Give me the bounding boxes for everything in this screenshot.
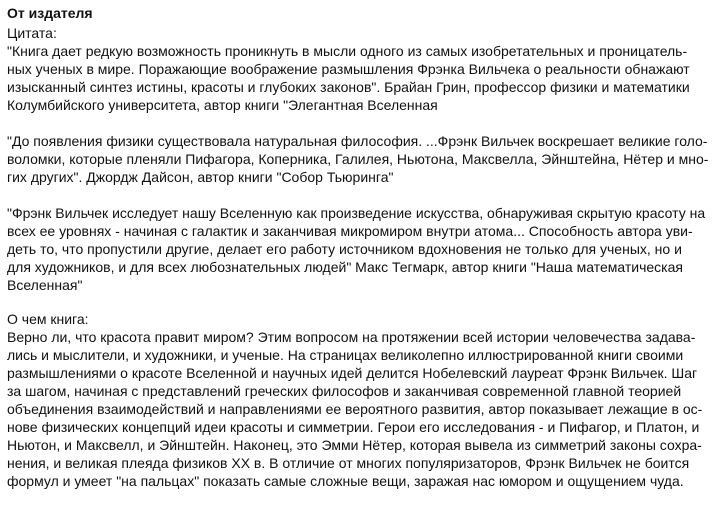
paragraph-gap — [7, 294, 722, 310]
about-label: О чем книга: — [7, 311, 89, 327]
text-line: для художников, и для всех любознательных людей" Макс Тегмарк, автор книги "Наша математическая — [7, 259, 683, 275]
text-line: "Фрэнк Вильчек исследует нашу Вселенную как произведение искусства, обнаруживая скрытую красоту на — [7, 205, 706, 221]
text-line: ных ученых в мире. Поражающие воображение размышления Фрэнка Вильчека о реальности обнажают — [7, 61, 690, 77]
text-line: нения, и великая плеяда физиков XX в. В отличие от многих популяризаторов, Фрэнк Вильчек не боится — [7, 455, 690, 471]
paragraph-gap — [7, 186, 722, 204]
text-line: объединения взаимодействий и направлениями ее вероятного развития, автор показывает лежащие в ос- — [7, 401, 703, 417]
text-line: формул и умеет "на пальцах" показать самые сложные вещи, заражая нас юмором и ощущением чуда. — [7, 473, 684, 489]
text-line: за шагом, начиная с представлений греческих философов и заканчивая современной главной теорией — [7, 383, 682, 399]
text-line: "Книга дает редкую возможность проникнуть в мысли одного из самых изобретательных и проницатель- — [7, 43, 688, 59]
about-text — [7, 328, 722, 490]
text-line: гих других". Джордж Дайсон, автор книги "Собор Тьюринга" — [7, 169, 394, 185]
text-line: размышлениями о красоте Вселенной и научных идей делится Нобелевский лауреат Фрэнк Вильчек. Шаг — [7, 365, 698, 381]
quote-dyson — [7, 132, 722, 186]
text-line: всех ее уровнях - начиная с галактик и заканчивая микромиром внутри атома... Способность автора уви- — [7, 223, 693, 239]
text-line: изысканный синтез истины, красоты и глубоких законов". Брайан Грин, профессор физики и математики — [7, 79, 690, 95]
text-line: Верно ли, что красота правит миром? Этим вопросом на протяжении всей истории человечества задава- — [7, 329, 696, 345]
quote-greene — [7, 42, 722, 114]
section-title: От издателя — [7, 5, 93, 21]
text-line: Ньютон, и Максвелл, и Эйнштейн. Наконец, это Эмми Нётер, которая вывела из симметрий законы сохра- — [7, 437, 702, 453]
quotes-label: Цитата: — [7, 25, 57, 41]
quote-tegmark — [7, 204, 722, 294]
text-line: "До появления физики существовала натуральная философия. ...Фрэнк Вильчек воскрешает великие голо- — [7, 133, 708, 149]
text-line: воломки, которые пленяли Пифагора, Коперника, Галилея, Ньютона, Максвелла, Эйнштейна, Нётер и мно- — [7, 151, 709, 167]
text-line: лись и мыслители, и художники, и ученые. На страницах великолепно иллюстрированной книги своими — [7, 347, 684, 363]
text-line: деть то, что пропустили другие, делает его работу источником вдохновения не только для ученых, но и — [7, 241, 682, 257]
text-line: Колумбийского университета, автор книги "Элегантная Вселенная — [7, 97, 438, 113]
paragraph-gap — [7, 114, 722, 132]
text-line: нове физических концепций идеи красоты и симметрии. Герои его исследования - и Пифагор, и Платон, и — [7, 419, 700, 435]
text-line: Вселенная" — [7, 277, 83, 293]
